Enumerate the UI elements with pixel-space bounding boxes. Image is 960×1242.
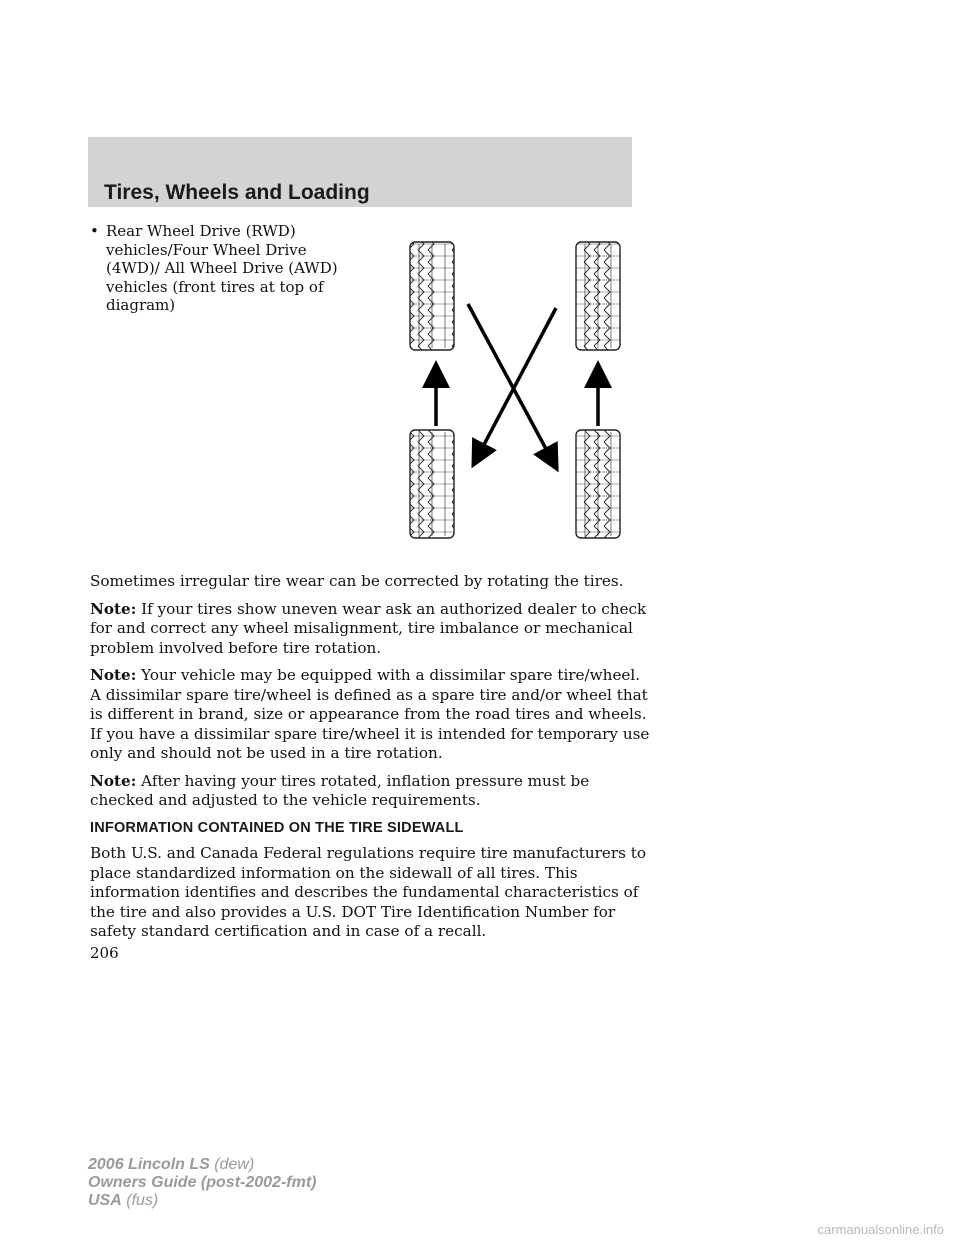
note-dissimilar-spare <box>90 666 650 764</box>
bullet-icon: • <box>90 222 99 240</box>
tire-rear-right-icon <box>576 430 620 538</box>
tire-rear-left-icon <box>410 430 454 538</box>
note-misalignment <box>90 600 650 659</box>
arrow-front-left-to-rear-right <box>468 304 552 460</box>
note-text: If your tires show uneven wear ask an authorized dealer to check for and correct any wheel misalignment, tire imbalance or mechanical problem involved before tire rotation. <box>90 599 647 657</box>
footer-model: 2006 Lincoln LS <box>88 1156 210 1173</box>
note-label: Note: <box>90 771 137 790</box>
document-footer <box>88 1156 316 1210</box>
footer-line-model <box>88 1156 316 1174</box>
footer-market: USA <box>88 1192 122 1209</box>
section-header <box>88 137 632 207</box>
note-text: Your vehicle may be equipped with a dissimilar spare tire/wheel. A dissimilar spare tire/wheel is defined as a spare tire and/or wheel that is different in brand, size or appearance from the road tires and wheels. If you have a dissimilar spare tire/wheel it is intended for temporary use only and should not be used in a tire rotation. <box>90 666 650 762</box>
tire-front-left-icon <box>410 242 454 350</box>
page-number: 206 <box>90 944 119 962</box>
list-item <box>90 222 380 315</box>
bullet-list <box>90 222 380 315</box>
section-title: Tires, Wheels and Loading <box>104 181 370 204</box>
footer-line-market <box>88 1192 316 1210</box>
footer-guide: Owners Guide (post-2002-fmt) <box>88 1174 317 1191</box>
arrow-front-right-to-rear-left <box>478 308 556 456</box>
footer-model-code: (dew) <box>214 1156 255 1173</box>
paragraph-sidewall: Both U.S. and Canada Federal regulations require tire manufacturers to place standardized information on the sidewall of all tires. This information identifies and describes the fundamental characteristics of the tire and also provides a U.S. DOT Tire Identification Number for safety standard certification and in case of a recall. <box>90 844 647 940</box>
tire-rotation-diagram <box>400 238 640 550</box>
note-inflation <box>90 772 650 811</box>
bullet-text: Rear Wheel Drive (RWD) vehicles/Four Wheel Drive (4WD)/ All Wheel Drive (AWD) vehicles (front tires at top of diagram) <box>106 222 338 314</box>
note-text: After having your tires rotated, inflation pressure must be checked and adjusted to the vehicle requirements. <box>90 771 590 809</box>
footer-line-guide <box>88 1174 316 1192</box>
footer-market-code: (fus) <box>126 1192 159 1209</box>
note-label: Note: <box>90 666 137 684</box>
subheading-sidewall: INFORMATION CONTAINED ON THE TIRE SIDEWALL <box>90 819 464 836</box>
watermark: carmanualsonline.info <box>817 1222 944 1237</box>
body-text <box>90 572 650 950</box>
tire-front-right-icon <box>576 242 620 350</box>
paragraph-rotation: Sometimes irregular tire wear can be corrected by rotating the tires. <box>90 572 624 590</box>
note-label: Note: <box>90 599 137 618</box>
